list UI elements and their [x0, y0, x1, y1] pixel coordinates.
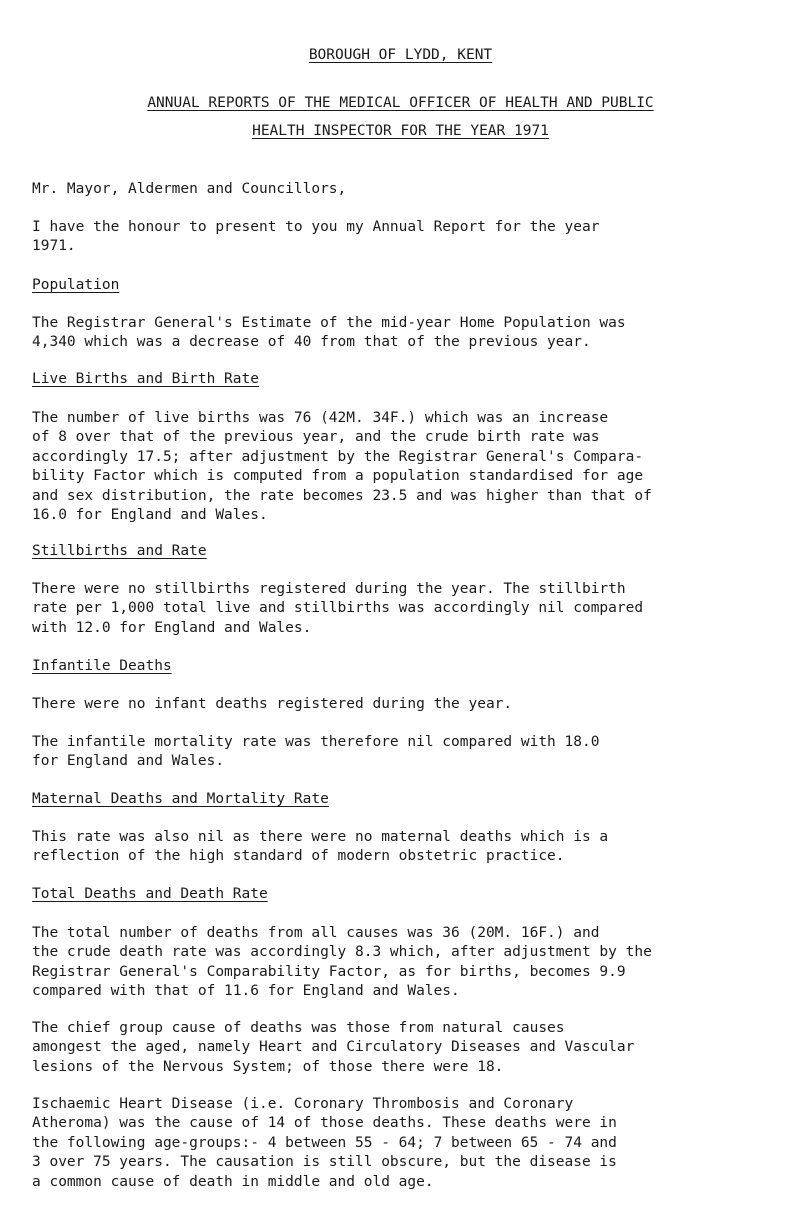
section-heading-total-deaths: Total Deaths and Death Rate — [32, 886, 268, 902]
section-heading-population: Population — [32, 277, 120, 293]
section-heading-maternal: Maternal Deaths and Mortality Rate — [32, 791, 329, 807]
maternal-paragraph: This rate was also nil as there were no maternal deaths which is a reflection of the high standard of modern obstetric practice. — [32, 829, 609, 865]
borough-heading: BOROUGH OF LYDD, KENT — [308, 47, 493, 63]
salutation: Mr. Mayor, Aldermen and Councillors, — [32, 181, 347, 197]
section-heading-infantile: Infantile Deaths — [32, 658, 172, 674]
section-heading-stillbirths: Stillbirths and Rate — [32, 543, 207, 559]
live-births-paragraph: The number of live births was 76 (42M. 34F.) which was an increase of 8 over that of the previous year, and the crude birth rate was accordingly 17.5; after adjustment by the Registrar General's Compara- bility Factor which is computed from a population standardised for age and sex distribution, the rate becomes 23.5 and was higher than that of 16.0 for England and Wales. — [32, 410, 652, 524]
total-deaths-paragraph-3: Ischaemic Heart Disease (i.e. Coronary Thrombosis and Coronary Atheroma) was the cause of 14 of those deaths. These deaths were in the following age-groups:- 4 between 55 - 64; 7 between 65 - 74 and 3 over 75 years. The causation is still obscure, but the disease is a common cause of death in middle and old age. — [32, 1096, 617, 1190]
infantile-paragraph-2: The infantile mortality rate was therefore nil compared with 18.0 for England and Wales. — [32, 734, 600, 770]
total-deaths-paragraph-1: The total number of deaths from all causes was 36 (20M. 16F.) and the crude death rate was accordingly 8.3 which, after adjustment by the Registrar General's Comparability Factor, as for births, becomes 9.9 compared with that of 11.6 for England and Wales. — [32, 925, 652, 1000]
intro-paragraph: I have the honour to present to you my Annual Report for the year 1971. — [32, 219, 600, 255]
total-deaths-paragraph-2: The chief group cause of deaths was those from natural causes amongest the aged, namely Heart and Circulatory Diseases and Vascular lesions of the Nervous System; of those there were 18. — [32, 1020, 635, 1075]
section-heading-live-births: Live Births and Birth Rate — [32, 371, 259, 387]
infantile-paragraph-1: There were no infant deaths registered during the year. — [32, 696, 513, 712]
population-paragraph: The Registrar General's Estimate of the mid-year Home Population was 4,340 which was a decrease of 40 from that of the previous year. — [32, 315, 626, 351]
report-title-line-1: ANNUAL REPORTS OF THE MEDICAL OFFICER OF HEALTH AND PUBLIC — [147, 95, 654, 111]
report-title-line-2: HEALTH INSPECTOR FOR THE YEAR 1971 — [252, 123, 549, 139]
stillbirths-paragraph: There were no stillbirths registered during the year. The stillbirth rate per 1,000 total live and stillbirths was accordingly nil compared with 12.0 for England and Wales. — [32, 581, 644, 636]
